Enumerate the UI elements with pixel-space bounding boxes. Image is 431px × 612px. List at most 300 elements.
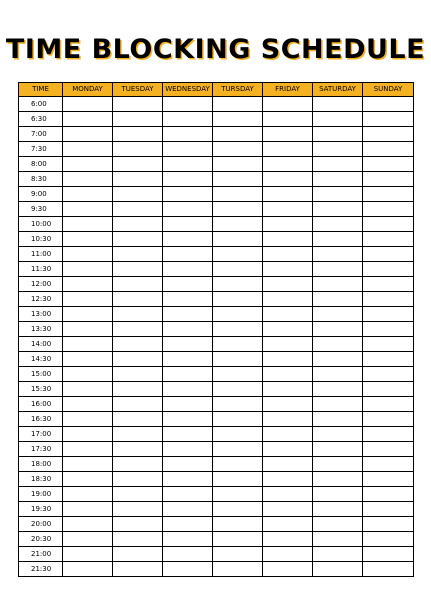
schedule-cell-sunday[interactable] <box>363 232 414 247</box>
table-row <box>19 502 414 517</box>
schedule-cell-tuesday[interactable] <box>113 352 163 367</box>
schedule-cell-tuesday[interactable] <box>113 127 163 142</box>
table-row <box>19 337 414 352</box>
table-row <box>19 187 414 202</box>
time-slot-label: 19:00 <box>19 487 63 502</box>
schedule-cell-tuesday[interactable] <box>113 307 163 322</box>
table-row <box>19 397 414 412</box>
schedule-cell-thursday[interactable] <box>213 97 263 112</box>
table-row <box>19 247 414 262</box>
schedule-cell-monday[interactable] <box>63 247 113 262</box>
schedule-cell-tuesday[interactable] <box>113 337 163 352</box>
schedule-cell-friday[interactable] <box>263 217 313 232</box>
schedule-cell-thursday[interactable] <box>213 532 263 547</box>
schedule-cell-tuesday[interactable] <box>113 247 163 262</box>
schedule-cell-thursday[interactable] <box>213 502 263 517</box>
schedule-cell-sunday[interactable] <box>363 457 414 472</box>
schedule-cell-friday[interactable] <box>263 262 313 277</box>
schedule-cell-friday[interactable] <box>263 427 313 442</box>
schedule-cell-friday[interactable] <box>263 442 313 457</box>
header-row <box>19 83 414 97</box>
schedule-cell-tuesday[interactable] <box>113 562 163 577</box>
time-slot-label: 19:30 <box>19 502 63 517</box>
schedule-cell-monday[interactable] <box>63 157 113 172</box>
schedule-cell-wednesday[interactable] <box>163 547 213 562</box>
schedule-cell-thursday[interactable] <box>213 217 263 232</box>
schedule-cell-saturday[interactable] <box>313 412 363 427</box>
schedule-cell-friday[interactable] <box>263 142 313 157</box>
schedule-cell-sunday[interactable] <box>363 127 414 142</box>
schedule-cell-monday[interactable] <box>63 277 113 292</box>
time-slot-label: 6:00 <box>19 97 63 112</box>
schedule-cell-saturday[interactable] <box>313 427 363 442</box>
schedule-cell-saturday[interactable] <box>313 487 363 502</box>
column-header-tuesday: TUESDAY <box>113 83 163 97</box>
schedule-cell-tuesday[interactable] <box>113 472 163 487</box>
schedule-cell-saturday[interactable] <box>313 247 363 262</box>
time-slot-label: 16:30 <box>19 412 63 427</box>
time-slot-label: 11:00 <box>19 247 63 262</box>
schedule-cell-monday[interactable] <box>63 532 113 547</box>
column-header-time: TIME <box>19 83 63 97</box>
schedule-cell-thursday[interactable] <box>213 337 263 352</box>
schedule-cell-tuesday[interactable] <box>113 517 163 532</box>
schedule-body <box>19 97 414 577</box>
schedule-cell-saturday[interactable] <box>313 532 363 547</box>
schedule-cell-tuesday[interactable] <box>113 187 163 202</box>
time-slot-label: 6:30 <box>19 112 63 127</box>
schedule-cell-saturday[interactable] <box>313 442 363 457</box>
schedule-cell-monday[interactable] <box>63 217 113 232</box>
schedule-cell-sunday[interactable] <box>363 382 414 397</box>
schedule-cell-sunday[interactable] <box>363 412 414 427</box>
schedule-cell-tuesday[interactable] <box>113 172 163 187</box>
schedule-cell-tuesday[interactable] <box>113 97 163 112</box>
schedule-cell-monday[interactable] <box>63 562 113 577</box>
schedule-cell-wednesday[interactable] <box>163 262 213 277</box>
schedule-cell-thursday[interactable] <box>213 517 263 532</box>
schedule-cell-wednesday[interactable] <box>163 472 213 487</box>
table-row <box>19 262 414 277</box>
schedule-cell-tuesday[interactable] <box>113 322 163 337</box>
schedule-cell-wednesday[interactable] <box>163 112 213 127</box>
schedule-cell-thursday[interactable] <box>213 292 263 307</box>
schedule-cell-thursday[interactable] <box>213 127 263 142</box>
schedule-cell-monday[interactable] <box>63 457 113 472</box>
time-slot-label: 21:00 <box>19 547 63 562</box>
table-row <box>19 172 414 187</box>
time-slot-label: 10:30 <box>19 232 63 247</box>
schedule-cell-wednesday[interactable] <box>163 532 213 547</box>
schedule-cell-wednesday[interactable] <box>163 562 213 577</box>
table-row <box>19 457 414 472</box>
time-slot-label: 11:30 <box>19 262 63 277</box>
schedule-cell-sunday[interactable] <box>363 202 414 217</box>
schedule-cell-tuesday[interactable] <box>113 217 163 232</box>
time-slot-label: 20:00 <box>19 517 63 532</box>
schedule-cell-wednesday[interactable] <box>163 202 213 217</box>
schedule-cell-monday[interactable] <box>63 427 113 442</box>
schedule-cell-thursday[interactable] <box>213 202 263 217</box>
column-header-sunday: SUNDAY <box>363 83 414 97</box>
time-slot-label: 8:30 <box>19 172 63 187</box>
schedule-cell-wednesday[interactable] <box>163 142 213 157</box>
time-slot-label: 18:30 <box>19 472 63 487</box>
schedule-cell-saturday[interactable] <box>313 397 363 412</box>
table-row <box>19 517 414 532</box>
time-slot-label: 9:30 <box>19 202 63 217</box>
schedule-cell-saturday[interactable] <box>313 217 363 232</box>
schedule-cell-wednesday[interactable] <box>163 487 213 502</box>
schedule-cell-wednesday[interactable] <box>163 172 213 187</box>
time-slot-label: 12:00 <box>19 277 63 292</box>
schedule-cell-friday[interactable] <box>263 457 313 472</box>
schedule-cell-monday[interactable] <box>63 547 113 562</box>
schedule-cell-thursday[interactable] <box>213 382 263 397</box>
schedule-cell-saturday[interactable] <box>313 112 363 127</box>
schedule-cell-thursday[interactable] <box>213 262 263 277</box>
schedule-cell-friday[interactable] <box>263 382 313 397</box>
schedule-cell-friday[interactable] <box>263 157 313 172</box>
column-header-friday: FRIDAY <box>263 83 313 97</box>
table-row <box>19 472 414 487</box>
schedule-cell-monday[interactable] <box>63 517 113 532</box>
schedule-cell-saturday[interactable] <box>313 457 363 472</box>
schedule-cell-wednesday[interactable] <box>163 352 213 367</box>
schedule-cell-sunday[interactable] <box>363 532 414 547</box>
schedule-cell-tuesday[interactable] <box>113 202 163 217</box>
schedule-cell-saturday[interactable] <box>313 562 363 577</box>
schedule-cell-monday[interactable] <box>63 142 113 157</box>
schedule-cell-tuesday[interactable] <box>113 487 163 502</box>
schedule-cell-wednesday[interactable] <box>163 127 213 142</box>
table-row <box>19 217 414 232</box>
schedule-cell-friday[interactable] <box>263 172 313 187</box>
schedule-cell-monday[interactable] <box>63 502 113 517</box>
schedule-cell-friday[interactable] <box>263 127 313 142</box>
table-row <box>19 352 414 367</box>
schedule-cell-saturday[interactable] <box>313 262 363 277</box>
schedule-cell-sunday[interactable] <box>363 472 414 487</box>
schedule-cell-tuesday[interactable] <box>113 382 163 397</box>
schedule-cell-friday[interactable] <box>263 352 313 367</box>
table-row <box>19 232 414 247</box>
schedule-cell-wednesday[interactable] <box>163 382 213 397</box>
schedule-cell-sunday[interactable] <box>363 442 414 457</box>
schedule-cell-tuesday[interactable] <box>113 427 163 442</box>
schedule-cell-saturday[interactable] <box>313 97 363 112</box>
table-row <box>19 112 414 127</box>
schedule-cell-wednesday[interactable] <box>163 307 213 322</box>
schedule-cell-monday[interactable] <box>63 487 113 502</box>
schedule-cell-monday[interactable] <box>63 442 113 457</box>
schedule-cell-friday[interactable] <box>263 487 313 502</box>
schedule-cell-tuesday[interactable] <box>113 502 163 517</box>
schedule-cell-tuesday[interactable] <box>113 457 163 472</box>
schedule-cell-wednesday[interactable] <box>163 247 213 262</box>
schedule-cell-wednesday[interactable] <box>163 97 213 112</box>
time-slot-label: 14:00 <box>19 337 63 352</box>
schedule-cell-wednesday[interactable] <box>163 187 213 202</box>
table-row <box>19 142 414 157</box>
table-row <box>19 412 414 427</box>
schedule-cell-sunday[interactable] <box>363 142 414 157</box>
schedule-cell-friday[interactable] <box>263 97 313 112</box>
table-row <box>19 487 414 502</box>
schedule-cell-wednesday[interactable] <box>163 442 213 457</box>
schedule-cell-thursday[interactable] <box>213 172 263 187</box>
schedule-cell-monday[interactable] <box>63 172 113 187</box>
table-row <box>19 157 414 172</box>
schedule-cell-monday[interactable] <box>63 202 113 217</box>
schedule-cell-sunday[interactable] <box>363 112 414 127</box>
schedule-cell-thursday[interactable] <box>213 562 263 577</box>
table-row <box>19 127 414 142</box>
schedule-cell-sunday[interactable] <box>363 97 414 112</box>
schedule-cell-thursday[interactable] <box>213 157 263 172</box>
schedule-cell-friday[interactable] <box>263 412 313 427</box>
schedule-cell-tuesday[interactable] <box>113 277 163 292</box>
schedule-cell-sunday[interactable] <box>363 172 414 187</box>
schedule-cell-friday[interactable] <box>263 517 313 532</box>
schedule-cell-sunday[interactable] <box>363 337 414 352</box>
schedule-cell-saturday[interactable] <box>313 322 363 337</box>
table-row <box>19 382 414 397</box>
schedule-cell-friday[interactable] <box>263 337 313 352</box>
schedule-cell-friday[interactable] <box>263 202 313 217</box>
time-slot-label: 18:00 <box>19 457 63 472</box>
schedule-cell-thursday[interactable] <box>213 247 263 262</box>
schedule-cell-sunday[interactable] <box>363 217 414 232</box>
schedule-cell-friday[interactable] <box>263 277 313 292</box>
schedule-cell-monday[interactable] <box>63 337 113 352</box>
schedule-cell-wednesday[interactable] <box>163 217 213 232</box>
schedule-cell-sunday[interactable] <box>363 292 414 307</box>
schedule-cell-tuesday[interactable] <box>113 532 163 547</box>
schedule-cell-tuesday[interactable] <box>113 412 163 427</box>
schedule-cell-saturday[interactable] <box>313 367 363 382</box>
schedule-cell-wednesday[interactable] <box>163 367 213 382</box>
schedule-cell-friday[interactable] <box>263 562 313 577</box>
schedule-cell-sunday[interactable] <box>363 352 414 367</box>
table-row <box>19 97 414 112</box>
schedule-cell-friday[interactable] <box>263 472 313 487</box>
table-row <box>19 442 414 457</box>
table-row <box>19 367 414 382</box>
schedule-cell-sunday[interactable] <box>363 322 414 337</box>
schedule-cell-wednesday[interactable] <box>163 157 213 172</box>
table-row <box>19 547 414 562</box>
schedule-cell-saturday[interactable] <box>313 277 363 292</box>
schedule-cell-thursday[interactable] <box>213 442 263 457</box>
schedule-cell-tuesday[interactable] <box>113 232 163 247</box>
schedule-cell-friday[interactable] <box>263 112 313 127</box>
table-row <box>19 202 414 217</box>
schedule-cell-monday[interactable] <box>63 232 113 247</box>
schedule-cell-friday[interactable] <box>263 232 313 247</box>
schedule-cell-saturday[interactable] <box>313 382 363 397</box>
schedule-cell-wednesday[interactable] <box>163 322 213 337</box>
schedule-cell-friday[interactable] <box>263 322 313 337</box>
schedule-cell-friday[interactable] <box>263 532 313 547</box>
time-slot-label: 17:30 <box>19 442 63 457</box>
schedule-cell-wednesday[interactable] <box>163 397 213 412</box>
schedule-cell-wednesday[interactable] <box>163 277 213 292</box>
schedule-cell-thursday[interactable] <box>213 352 263 367</box>
schedule-cell-thursday[interactable] <box>213 397 263 412</box>
schedule-cell-thursday[interactable] <box>213 367 263 382</box>
time-slot-label: 17:00 <box>19 427 63 442</box>
schedule-cell-friday[interactable] <box>263 397 313 412</box>
table-row <box>19 322 414 337</box>
schedule-cell-monday[interactable] <box>63 412 113 427</box>
schedule-cell-saturday[interactable] <box>313 142 363 157</box>
schedule-cell-sunday[interactable] <box>363 187 414 202</box>
schedule-cell-sunday[interactable] <box>363 547 414 562</box>
time-slot-label: 16:00 <box>19 397 63 412</box>
schedule-cell-sunday[interactable] <box>363 487 414 502</box>
column-header-wednesday: WEDNESDAY <box>163 83 213 97</box>
schedule-cell-tuesday[interactable] <box>113 397 163 412</box>
time-slot-label: 13:00 <box>19 307 63 322</box>
schedule-cell-tuesday[interactable] <box>113 262 163 277</box>
schedule-cell-sunday[interactable] <box>363 502 414 517</box>
schedule-cell-wednesday[interactable] <box>163 457 213 472</box>
time-slot-label: 15:30 <box>19 382 63 397</box>
schedule-cell-friday[interactable] <box>263 292 313 307</box>
schedule-cell-monday[interactable] <box>63 187 113 202</box>
schedule-cell-sunday[interactable] <box>363 277 414 292</box>
time-slot-label: 15:00 <box>19 367 63 382</box>
schedule-cell-friday[interactable] <box>263 547 313 562</box>
schedule-cell-monday[interactable] <box>63 292 113 307</box>
page-title: TIME BLOCKING SCHEDULE <box>5 34 426 65</box>
time-slot-label: 12:30 <box>19 292 63 307</box>
schedule-cell-thursday[interactable] <box>213 412 263 427</box>
schedule-cell-tuesday[interactable] <box>113 112 163 127</box>
schedule-cell-saturday[interactable] <box>313 337 363 352</box>
schedule-cell-monday[interactable] <box>63 127 113 142</box>
time-slot-label: 9:00 <box>19 187 63 202</box>
schedule-cell-saturday[interactable] <box>313 187 363 202</box>
column-header-saturday: SATURDAY <box>313 83 363 97</box>
schedule-cell-thursday[interactable] <box>213 277 263 292</box>
schedule-cell-saturday[interactable] <box>313 232 363 247</box>
schedule-cell-thursday[interactable] <box>213 142 263 157</box>
table-row <box>19 562 414 577</box>
schedule-cell-thursday[interactable] <box>213 322 263 337</box>
schedule-cell-sunday[interactable] <box>363 427 414 442</box>
schedule-cell-thursday[interactable] <box>213 187 263 202</box>
schedule-cell-tuesday[interactable] <box>113 157 163 172</box>
schedule-cell-friday[interactable] <box>263 367 313 382</box>
schedule-cell-sunday[interactable] <box>363 562 414 577</box>
schedule-cell-sunday[interactable] <box>363 262 414 277</box>
table-row <box>19 277 414 292</box>
schedule-cell-saturday[interactable] <box>313 517 363 532</box>
schedule-cell-monday[interactable] <box>63 472 113 487</box>
time-slot-label: 20:30 <box>19 532 63 547</box>
schedule-cell-monday[interactable] <box>63 112 113 127</box>
schedule-cell-saturday[interactable] <box>313 352 363 367</box>
schedule-cell-friday[interactable] <box>263 247 313 262</box>
schedule-cell-saturday[interactable] <box>313 307 363 322</box>
schedule-cell-sunday[interactable] <box>363 367 414 382</box>
schedule-cell-tuesday[interactable] <box>113 547 163 562</box>
schedule-cell-thursday[interactable] <box>213 427 263 442</box>
schedule-cell-thursday[interactable] <box>213 472 263 487</box>
column-header-monday: MONDAY <box>63 83 113 97</box>
column-header-thursday: TURSDAY <box>213 83 263 97</box>
schedule-cell-wednesday[interactable] <box>163 292 213 307</box>
schedule-cell-saturday[interactable] <box>313 292 363 307</box>
schedule-cell-thursday[interactable] <box>213 547 263 562</box>
schedule-cell-wednesday[interactable] <box>163 412 213 427</box>
schedule-cell-sunday[interactable] <box>363 517 414 532</box>
schedule-cell-saturday[interactable] <box>313 502 363 517</box>
schedule-cell-monday[interactable] <box>63 307 113 322</box>
schedule-cell-tuesday[interactable] <box>113 292 163 307</box>
schedule-cell-saturday[interactable] <box>313 547 363 562</box>
time-slot-label: 21:30 <box>19 562 63 577</box>
schedule-cell-friday[interactable] <box>263 187 313 202</box>
schedule-cell-sunday[interactable] <box>363 307 414 322</box>
schedule-table <box>18 82 414 577</box>
time-slot-label: 7:30 <box>19 142 63 157</box>
table-row <box>19 532 414 547</box>
schedule-cell-tuesday[interactable] <box>113 442 163 457</box>
schedule-cell-saturday[interactable] <box>313 157 363 172</box>
schedule-cell-thursday[interactable] <box>213 232 263 247</box>
time-slot-label: 13:30 <box>19 322 63 337</box>
schedule-cell-friday[interactable] <box>263 502 313 517</box>
schedule-cell-friday[interactable] <box>263 307 313 322</box>
schedule-cell-monday[interactable] <box>63 367 113 382</box>
schedule-cell-monday[interactable] <box>63 322 113 337</box>
schedule-cell-monday[interactable] <box>63 97 113 112</box>
schedule-cell-thursday[interactable] <box>213 457 263 472</box>
schedule-cell-monday[interactable] <box>63 382 113 397</box>
table-row <box>19 307 414 322</box>
schedule-cell-thursday[interactable] <box>213 487 263 502</box>
table-row <box>19 427 414 442</box>
schedule-cell-saturday[interactable] <box>313 202 363 217</box>
table-row <box>19 292 414 307</box>
schedule-cell-wednesday[interactable] <box>163 502 213 517</box>
schedule-cell-saturday[interactable] <box>313 472 363 487</box>
schedule-cell-sunday[interactable] <box>363 247 414 262</box>
schedule-cell-saturday[interactable] <box>313 127 363 142</box>
schedule-cell-wednesday[interactable] <box>163 337 213 352</box>
schedule-cell-tuesday[interactable] <box>113 367 163 382</box>
schedule-cell-thursday[interactable] <box>213 307 263 322</box>
schedule-cell-wednesday[interactable] <box>163 232 213 247</box>
schedule-cell-wednesday[interactable] <box>163 427 213 442</box>
schedule-cell-saturday[interactable] <box>313 172 363 187</box>
schedule-cell-monday[interactable] <box>63 352 113 367</box>
time-slot-label: 8:00 <box>19 157 63 172</box>
schedule-cell-tuesday[interactable] <box>113 142 163 157</box>
time-slot-label: 10:00 <box>19 217 63 232</box>
time-slot-label: 14:30 <box>19 352 63 367</box>
schedule-cell-sunday[interactable] <box>363 397 414 412</box>
schedule-cell-monday[interactable] <box>63 262 113 277</box>
schedule-cell-monday[interactable] <box>63 397 113 412</box>
time-slot-label: 7:00 <box>19 127 63 142</box>
schedule-cell-wednesday[interactable] <box>163 517 213 532</box>
schedule-cell-sunday[interactable] <box>363 157 414 172</box>
schedule-cell-thursday[interactable] <box>213 112 263 127</box>
